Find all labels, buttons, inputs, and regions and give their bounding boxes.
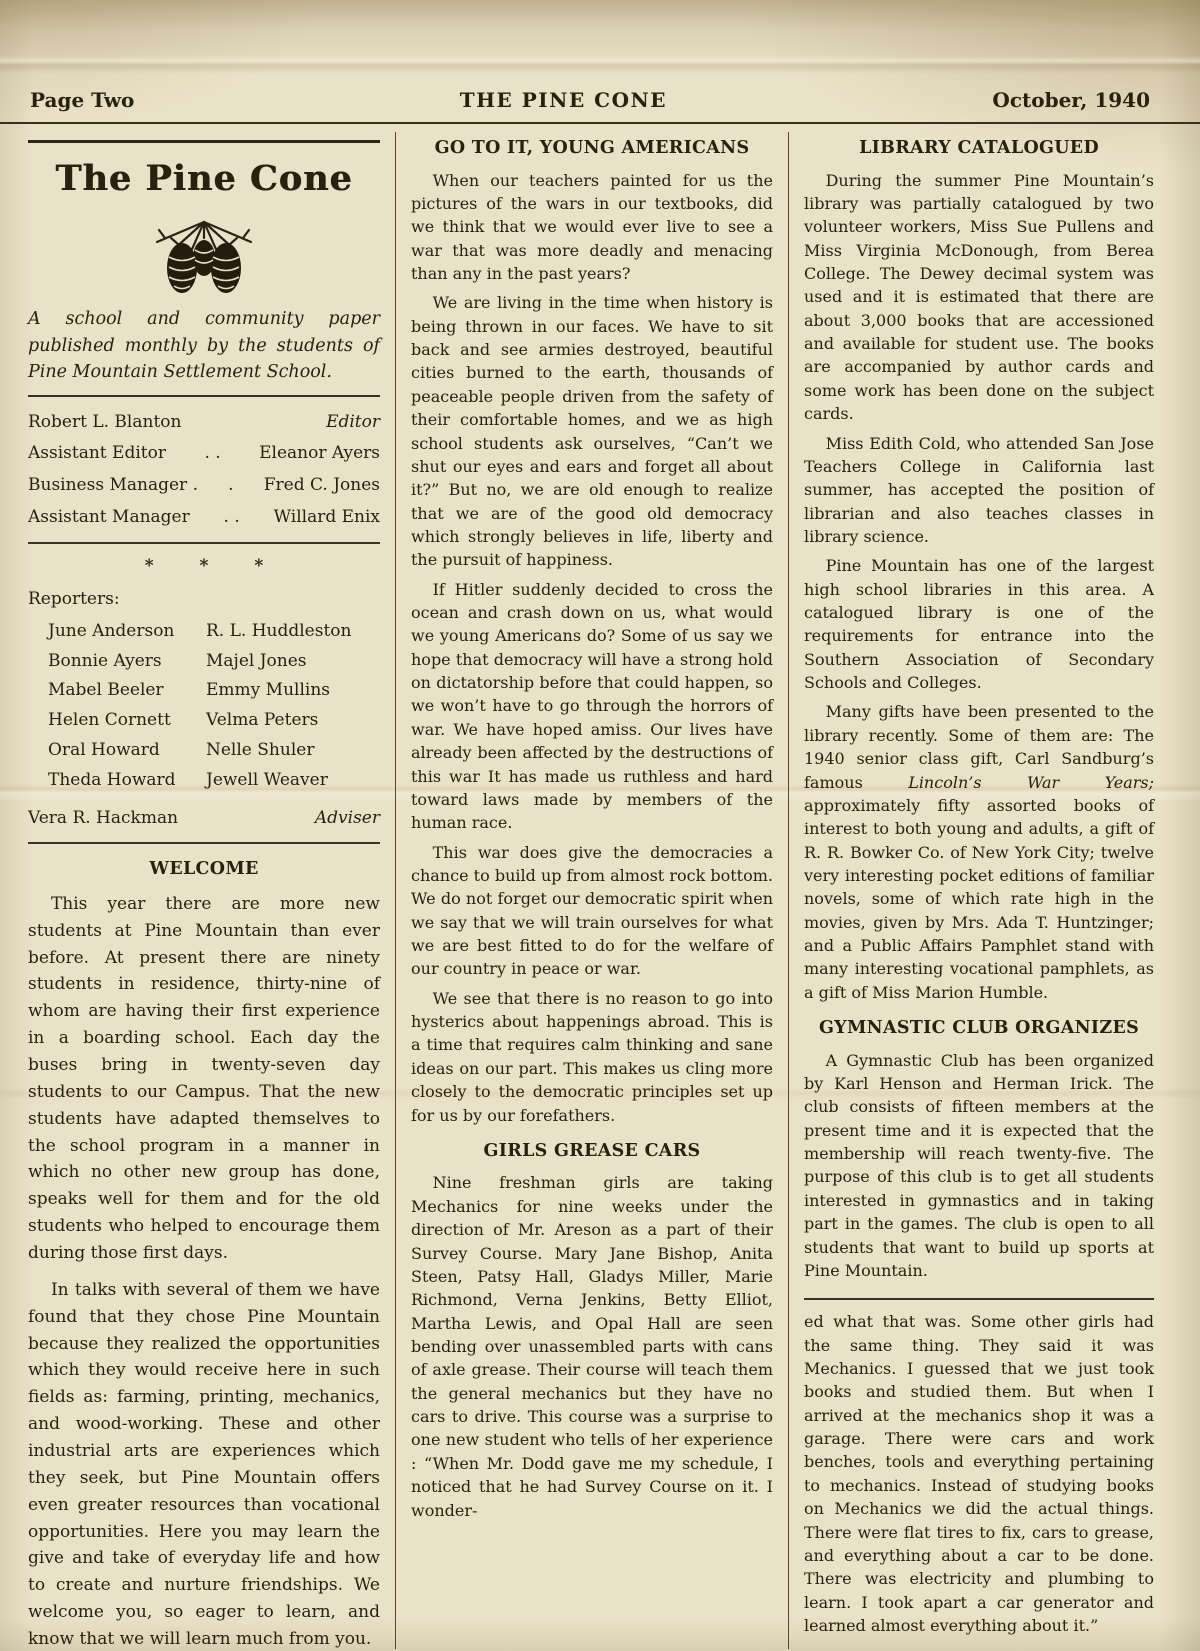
article-paragraph: We see that there is no reason to go into hysterics about happenings abroad. This is a time that requires calm thinking and sane ideas on our part. This makes us cling more closely to the democratic principles set up for us by our forefathers. (411, 988, 773, 1125)
reporter-name: June Anderson (48, 620, 175, 641)
editor-name: Robert L. Blanton (28, 411, 182, 432)
masthead-bottom-rule (28, 842, 380, 844)
column-rule (395, 132, 396, 1649)
article-girls-grease-cars (411, 1139, 773, 1522)
dot-leader: . (228, 475, 234, 496)
page-number: Page Two (30, 88, 135, 112)
article-paragraph: Miss Edith Cold, who attended San Jose Teachers College in California last summer, has accepted the position of librarian and also teaches classes in library science. (804, 433, 1154, 546)
article-paragraph: A Gymnastic Club has been organized by Karl Henson and Herman Irick. The club consists of fifteen members at the present time and it is expected that the membership will reach twenty-five. The purpose of this club is to get all students interested in gymnastics and in taking part in the games. The club is open to all students that want to build up sports at Pine Mountain. (804, 1050, 1154, 1280)
column-middle (411, 132, 773, 1649)
article-title: GO TO IT, YOUNG AMERICANS (434, 138, 750, 158)
column-left (28, 132, 380, 1649)
reporter-name: R. L. Huddleston (206, 620, 352, 641)
star-divider: * * * (144, 556, 284, 577)
staff-row (28, 438, 380, 470)
reporter-name: Mabel Beeler (48, 680, 164, 701)
reporter-row (28, 706, 380, 736)
article-continuation (804, 1310, 1154, 1637)
article-paragraph: Nine freshman girls are taking Mechanics for nine weeks under the direction of Mr. Areson as a part of their Survey Course. Mary Jane Bishop, Anita Steen, Patsy Hall, Gladys Miller, Marie Richmond, Verna Jenkins, Betty Elliot, Martha Lewis, and Opal Hall are seen bending over unassembled parts with cans of axle grease. Their course will teach them the general mechanics but they have no cars to drive. This course was a surprise to one new student who tells of her experience : “When Mr. Dodd gave me my schedule, I noticed that he had Survey Course on it. I wonder- (411, 1173, 773, 1520)
reporter-name: Theda Howard (48, 770, 176, 790)
adviser-name: Vera R. Hackman (28, 808, 179, 829)
article-paragraph: When our teachers painted for us the pictures of the wars in our textbooks, did we think that we would ever live to see a war that was more deadly and menacing than any in the past years? (411, 170, 773, 283)
reporters-label: Reporters: (28, 589, 120, 610)
staff-name: Fred C. Jones (263, 475, 380, 496)
page-columns (0, 124, 1200, 1649)
article-paragraph: ed what that was. Some other girls had the same thing. They said it was Mechanics. I guessed that we just took books and studied them. But when I arrived at the mechanics shop it was a garage. There were cars and work benches, tools and everything pertaining to mechanics. Instead of studying books on Mechanics we did the actual things. There were flat tires to fix, cars to grease, and everything about a car to be done. There was electricity and plumbing to learn. I took apart a car generator and learned almost everything about it.” (804, 1312, 1154, 1635)
continuation-rule (804, 1298, 1154, 1300)
page-header (0, 0, 1200, 124)
editor-role: Editor (326, 411, 380, 432)
reporter-row (28, 616, 380, 646)
staff-name: Eleanor Ayers (259, 443, 380, 464)
adviser-role: Adviser (314, 808, 380, 829)
article-paragraph: This war does give the democracies a chance to build up from almost rock bottom. We do not forget our democratic spirit when we say that we will train ourselves for what we are best fitted to do for the welfare of our country in peace or war. (411, 842, 773, 979)
staff-name: Willard Enix (273, 507, 380, 528)
dot-leader: . . (223, 507, 240, 528)
reporter-row (28, 766, 380, 796)
article-welcome (28, 856, 380, 1649)
reporter-row (28, 646, 380, 676)
article-title: GIRLS GREASE CARS (483, 1140, 701, 1161)
article-paragraph: During the summer Pine Mountain’s library was partially catalogued by two volunteer workers, Miss Sue Pullens and Miss Virginia McDonough, from Berea College. The Dewey decimal system was used and it is estimated that there are about 3,000 books that are accessioned and available for student use. The books are accompanied by author cards and some work has been done on the subject cards. (804, 170, 1154, 424)
book-title-italic: Lincoln’s War Years; (908, 772, 1155, 792)
reporter-name: Bonnie Ayers (48, 650, 162, 671)
staff-role: Assistant Manager (28, 507, 190, 528)
staff-row (28, 470, 380, 502)
paragraph-text: Many gifts have been presented to the library recently. Some of them are: The 1940 senior class gift, Carl Sandburg’s famous (804, 702, 1154, 792)
reporter-name: Oral Howard (48, 740, 160, 761)
masthead (28, 140, 380, 844)
adviser-row (28, 804, 380, 833)
reporter-name: Helen Cornett (48, 710, 171, 731)
column-right (804, 132, 1154, 1649)
masthead-rule (28, 395, 380, 397)
article-paragraph (804, 700, 1154, 1004)
reporter-name: Majel Jones (206, 650, 307, 671)
reporter-name: Jewell Weaver (206, 770, 328, 790)
article-paragraph: In talks with several of them we have found that they chose Pine Mountain because they realized the opportunities which they would receive here in such fields as: farming, printing, mechanics, and wood-working. These and other industrial arts are experiences which they seek, but Pine Mountain offers even greater resources than vocational opportunities. Here you may learn the give and take of everyday life and how to create and nurture friendships. We welcome you, so eager to learn, and know that we will learn much from you. (28, 1279, 380, 1649)
masthead-title: The Pine Cone (55, 158, 353, 199)
article-paragraph: Pine Mountain has one of the largest high school libraries in this area. A catalogued library is one of the requirements for entrance into the Southern Association of Secondary Schools and Colleges. (804, 556, 1154, 693)
article-library-catalogued (804, 136, 1154, 1004)
masthead-rule (28, 542, 380, 544)
dot-leader: . . (204, 443, 221, 464)
article-title: GYMNASTIC CLUB ORGANIZES (818, 1018, 1140, 1039)
reporter-row (28, 676, 380, 706)
article-young-americans (411, 136, 773, 1127)
staff-row (28, 502, 380, 534)
reporter-name: Emmy Mullins (206, 680, 330, 701)
article-paragraph: This year there are more new students at Pine Mountain than ever before. At present there are ninety students in residence, thirty-nine of whom are having their first experience in a boarding school. Each day the buses bring in twenty-seven day students to our Campus. That the new students have adapted themselves to the school program in a manner in which no other new group has done, speaks well for them and for the old students who helped to encourage them during those first days. (28, 893, 380, 1264)
article-title: LIBRARY CATALOGUED (859, 138, 1099, 158)
article-title: WELCOME (149, 859, 259, 880)
masthead-top-rule (28, 140, 380, 143)
reporter-name: Nelle Shuler (206, 740, 315, 761)
column-rule (788, 132, 789, 1649)
article-paragraph: If Hitler suddenly decided to cross the ocean and crash down on us, what would we young Americans do? Some of us say we hope that democracy will have a strong hold on dictatorship before that could happen, so we won’t have to go through the horrors of war. We have hoped amiss. Our lives have already been affected by the destructions of this war It has made us ruthless and hard toward laws made by members of the human race. (411, 579, 773, 833)
reporter-name: Velma Peters (206, 710, 319, 731)
staff-role: Assistant Editor (28, 443, 166, 464)
article-gymnastic-club (804, 1016, 1154, 1282)
article-paragraph: We are living in the time when history is being thrown in our faces. We have to sit back and see armies destroyed, beautiful cities burned to the earth, thousands of peaceable people driven from the safety of their comfortable homes, and we as high school students ask ourselves, “Can’t we shut our eyes and ears and forget all about it?” But no, we are old enough to realize that we are of the good old democracy which strongly believes in life, liberty and the pursuit of happiness. (411, 293, 773, 570)
masthead-description: A school and community paper published monthly by the students of Pine Mountain Settlement School. (28, 309, 380, 382)
paragraph-text: approximately fifty assorted books of interest to both young and adults, a gift of R. R. Bowker Co. of New York City; twelve very interesting pocket editions of familiar novels, some of which rate high in the movies, given by Mrs. Ada T. Huntzinger; and a Public Affairs Pamphlet stand with many interesting vocational pamphlets, as a gift of Miss Marion Humble. (804, 795, 1154, 1002)
issue-date: October, 1940 (992, 88, 1150, 112)
reporter-row (28, 736, 380, 766)
newspaper-name: THE PINE CONE (459, 88, 668, 112)
pine-cone-illustration (129, 212, 279, 298)
editor-row (28, 406, 380, 438)
staff-role: Business Manager . (28, 475, 198, 496)
